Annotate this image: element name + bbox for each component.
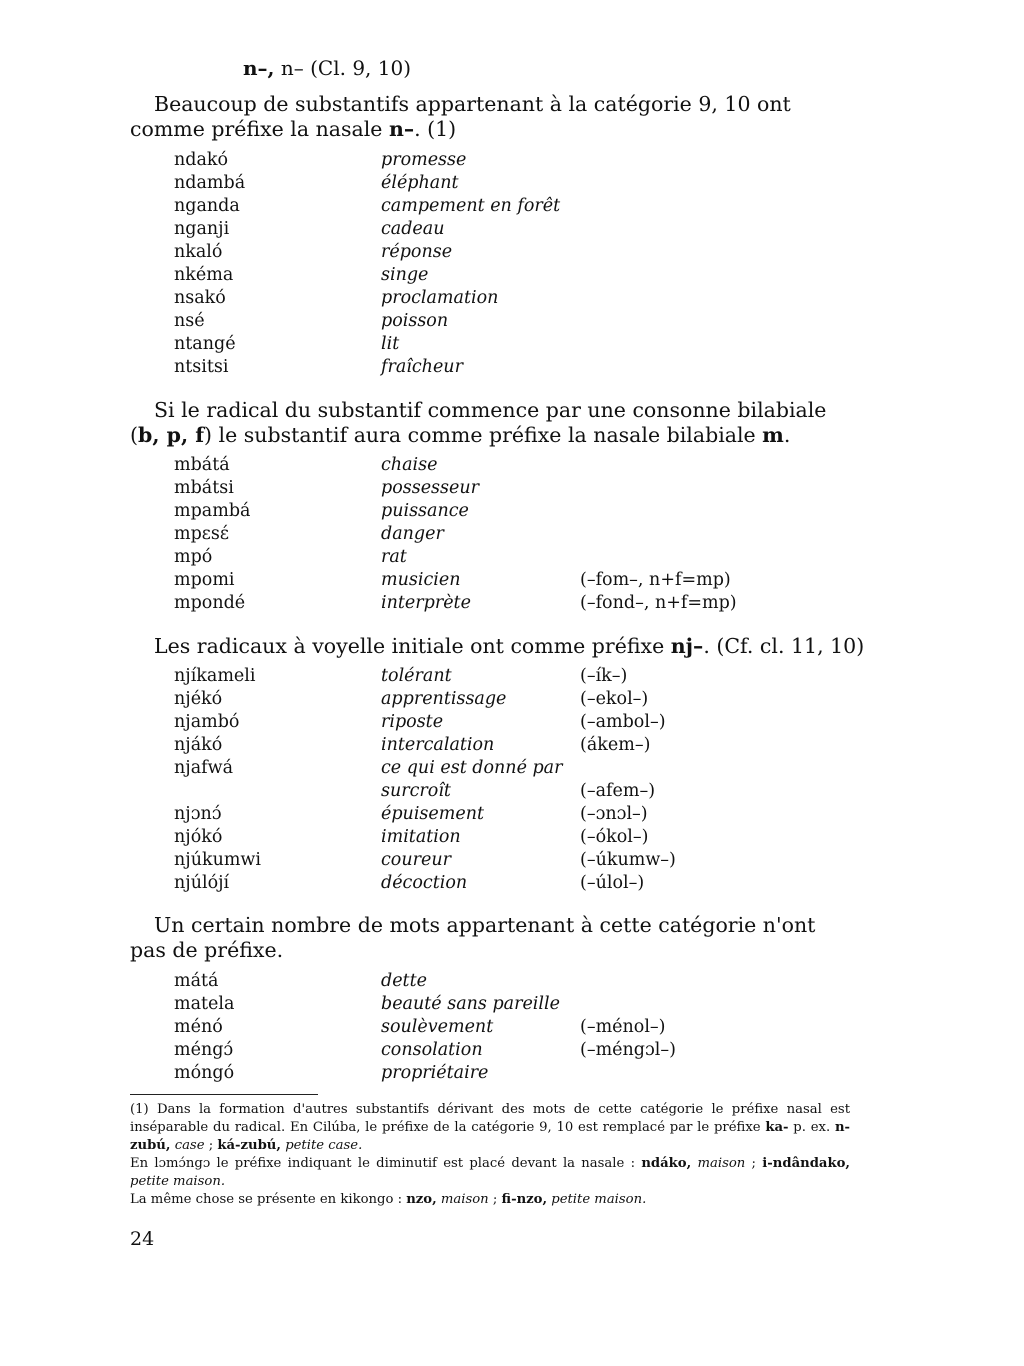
paragraph-2 — [130, 398, 850, 448]
list-item — [0, 970, 1024, 993]
paragraph-4 — [130, 913, 850, 963]
term: njékó — [174, 689, 223, 709]
translation: danger — [381, 524, 444, 544]
term: mpomi — [174, 570, 235, 590]
list-item — [0, 454, 1024, 477]
fn2-bold-indandako: i-ndândako, — [762, 1156, 850, 1171]
paragraph-3-after: . (Cf. cl. 11, 10) — [703, 634, 865, 658]
paragraph-2-bold-letters: b, p, f — [138, 423, 205, 447]
term: mpó — [174, 547, 213, 567]
term: méngɔ́ — [174, 1040, 234, 1060]
translation: poisson — [381, 311, 449, 331]
page-number: 24 — [130, 1228, 155, 1250]
list-item — [0, 734, 1024, 757]
etymology-note: (–ménol–) — [580, 1017, 666, 1037]
translation: réponse — [381, 242, 453, 262]
term: ntsitsi — [174, 357, 229, 377]
fn1-italic-petite-case: petite case. — [285, 1138, 363, 1153]
term: nkéma — [174, 265, 234, 285]
paragraph-4-text: Un certain nombre de mots appartenant à cette catégorie n'ont pas de préfixe. — [130, 913, 816, 962]
translation: apprentissage — [381, 689, 507, 709]
list-item — [0, 500, 1024, 523]
list-item — [0, 195, 1024, 218]
term: nsakó — [174, 288, 226, 308]
list-item — [0, 218, 1024, 241]
word-list-3 — [0, 665, 1024, 895]
footnote-line-3 — [130, 1191, 850, 1209]
word-list-4 — [0, 970, 1024, 1085]
list-item — [0, 1062, 1024, 1085]
term: nganda — [174, 196, 240, 216]
etymology-note: (–fom–, n+f=mp) — [580, 570, 731, 590]
list-item — [0, 241, 1024, 264]
etymology-note: (–ambol–) — [580, 712, 666, 732]
translation: décoction — [381, 873, 468, 893]
fn1-bold-ka: ka- — [765, 1120, 789, 1135]
footnote-line-1 — [130, 1101, 850, 1155]
translation: promesse — [381, 150, 467, 170]
translation: proclamation — [381, 288, 499, 308]
term: njúlójí — [174, 873, 230, 893]
etymology-note: (–úlol–) — [580, 873, 645, 893]
footnote-line-2 — [130, 1155, 850, 1191]
translation: consolation — [381, 1040, 483, 1060]
term: mbátá — [174, 455, 230, 475]
translation: soulèvement — [381, 1017, 494, 1037]
term: mpondé — [174, 593, 246, 613]
footnote-divider — [130, 1094, 318, 1095]
term: mpambá — [174, 501, 251, 521]
fn2-sep: ; — [745, 1156, 763, 1171]
section-heading — [243, 56, 411, 80]
paragraph-2-text: Si le radical du substantif commence par une consonne bilabiale ( — [130, 398, 827, 447]
list-item — [0, 803, 1024, 826]
translation: dette — [381, 971, 427, 991]
translation: coureur — [381, 850, 451, 870]
translation: campement en forêt — [381, 196, 561, 216]
fn2-italic-maison: maison — [697, 1156, 746, 1171]
word-list-1 — [0, 149, 1024, 379]
translation: surcroît — [381, 781, 451, 801]
fn1-peg: p. ex. — [788, 1120, 835, 1135]
etymology-note: (–ekol–) — [580, 689, 649, 709]
translation: lit — [381, 334, 400, 354]
term: njíkameli — [174, 666, 256, 686]
fn3-italic-petite-maison: petite maison. — [551, 1192, 647, 1207]
etymology-note: (–ík–) — [580, 666, 628, 686]
paragraph-3-bold: nj– — [670, 634, 704, 658]
list-item — [0, 993, 1024, 1016]
list-item — [0, 688, 1024, 711]
translation: beauté sans pareille — [381, 994, 560, 1014]
term: nganji — [174, 219, 230, 239]
term: njúkumwi — [174, 850, 262, 870]
term: njɔnɔ́ — [174, 804, 222, 824]
term: mpɛsɛ́ — [174, 524, 229, 544]
paragraph-1-after: . (1) — [414, 117, 457, 141]
translation: intercalation — [381, 735, 495, 755]
fn1-bold-kazubu: ká-zubú, — [217, 1138, 281, 1153]
fn3-bold-nzo: nzo, — [406, 1192, 437, 1207]
footnote — [130, 1101, 850, 1209]
heading-rest: n– (Cl. 9, 10) — [280, 56, 412, 80]
list-item — [0, 780, 1024, 803]
term: ntangé — [174, 334, 236, 354]
translation: cadeau — [381, 219, 445, 239]
list-item — [0, 287, 1024, 310]
fn3-sep: ; — [488, 1192, 502, 1207]
fn2-italic-petite-maison: petite maison. — [130, 1174, 226, 1189]
translation: singe — [381, 265, 429, 285]
list-item — [0, 665, 1024, 688]
term: njambó — [174, 712, 240, 732]
fn2-bold-ndako: ndáko, — [641, 1156, 692, 1171]
fn1-text: (1) Dans la formation d'autres substantifs dérivant des mots de cette catégorie le préfixe nasal est inséparable du radical. En Cilúba, le préfixe de la catégorie 9, 10 est remplacé par le préfixe — [130, 1102, 850, 1135]
translation: imitation — [381, 827, 461, 847]
paragraph-2-bold-m: m — [762, 423, 784, 447]
list-item — [0, 310, 1024, 333]
translation: chaise — [381, 455, 438, 475]
fn1-sep: ; — [204, 1138, 218, 1153]
list-item — [0, 1016, 1024, 1039]
paragraph-1-bold: n– — [388, 117, 415, 141]
term: matela — [174, 994, 235, 1014]
word-list-2 — [0, 454, 1024, 615]
list-item — [0, 523, 1024, 546]
list-item — [0, 872, 1024, 895]
list-item — [0, 849, 1024, 872]
list-item — [0, 1039, 1024, 1062]
term: ndakó — [174, 150, 229, 170]
term: nsé — [174, 311, 205, 331]
list-item — [0, 333, 1024, 356]
term: ndambá — [174, 173, 246, 193]
etymology-note: (–ókol–) — [580, 827, 649, 847]
list-item — [0, 592, 1024, 615]
fn3-bold-finzo: fi-nzo, — [501, 1192, 548, 1207]
list-item — [0, 757, 1024, 780]
etymology-note: (ákem–) — [580, 735, 651, 755]
list-item — [0, 546, 1024, 569]
term: móngó — [174, 1063, 235, 1083]
etymology-note: (–ɔnɔl–) — [580, 804, 648, 824]
translation: épuisement — [381, 804, 485, 824]
translation: riposte — [381, 712, 444, 732]
fn1-bold-nzubu: n-zubú, — [130, 1120, 850, 1153]
list-item — [0, 826, 1024, 849]
paragraph-2-end: . — [783, 423, 791, 447]
translation: ce qui est donné par — [381, 758, 563, 778]
etymology-note: (–méngɔl–) — [580, 1040, 676, 1060]
term: ménó — [174, 1017, 223, 1037]
list-item — [0, 356, 1024, 379]
heading-bold: n–, — [243, 56, 275, 80]
term: mbátsi — [174, 478, 234, 498]
list-item — [0, 149, 1024, 172]
paragraph-1 — [130, 92, 850, 142]
fn3-text: La même chose se présente en kikongo : — [130, 1192, 407, 1207]
list-item — [0, 172, 1024, 195]
term: nkaló — [174, 242, 223, 262]
etymology-note: (–úkumw–) — [580, 850, 676, 870]
term: mátá — [174, 971, 219, 991]
translation: fraîcheur — [381, 357, 463, 377]
translation: puissance — [381, 501, 469, 521]
translation: tolérant — [381, 666, 452, 686]
list-item — [0, 264, 1024, 287]
translation: éléphant — [381, 173, 459, 193]
list-item — [0, 569, 1024, 592]
term: njókó — [174, 827, 223, 847]
paragraph-2-mid: ) le substantif aura comme préfixe la nasale bilabiale — [204, 423, 763, 447]
translation: propriétaire — [381, 1063, 489, 1083]
translation: rat — [381, 547, 407, 567]
translation: musicien — [381, 570, 461, 590]
translation: possesseur — [381, 478, 480, 498]
fn3-italic-maison: maison — [440, 1192, 489, 1207]
etymology-note: (–fond–, n+f=mp) — [580, 593, 737, 613]
paragraph-1-text: Beaucoup de substantifs appartenant à la catégorie 9, 10 ont comme préfixe la nasale — [130, 92, 791, 141]
paragraph-3 — [154, 634, 874, 659]
term: njákó — [174, 735, 223, 755]
list-item — [0, 711, 1024, 734]
etymology-note: (–afem–) — [580, 781, 656, 801]
term: njafwá — [174, 758, 234, 778]
fn1-italic-case: case — [174, 1138, 205, 1153]
list-item — [0, 477, 1024, 500]
paragraph-3-text: Les radicaux à voyelle initiale ont comme préfixe — [154, 634, 671, 658]
translation: interprète — [381, 593, 471, 613]
fn2-text: En lɔmɔ́ngɔ le préfixe indiquant le diminutif est placé devant la nasale : — [130, 1156, 642, 1171]
